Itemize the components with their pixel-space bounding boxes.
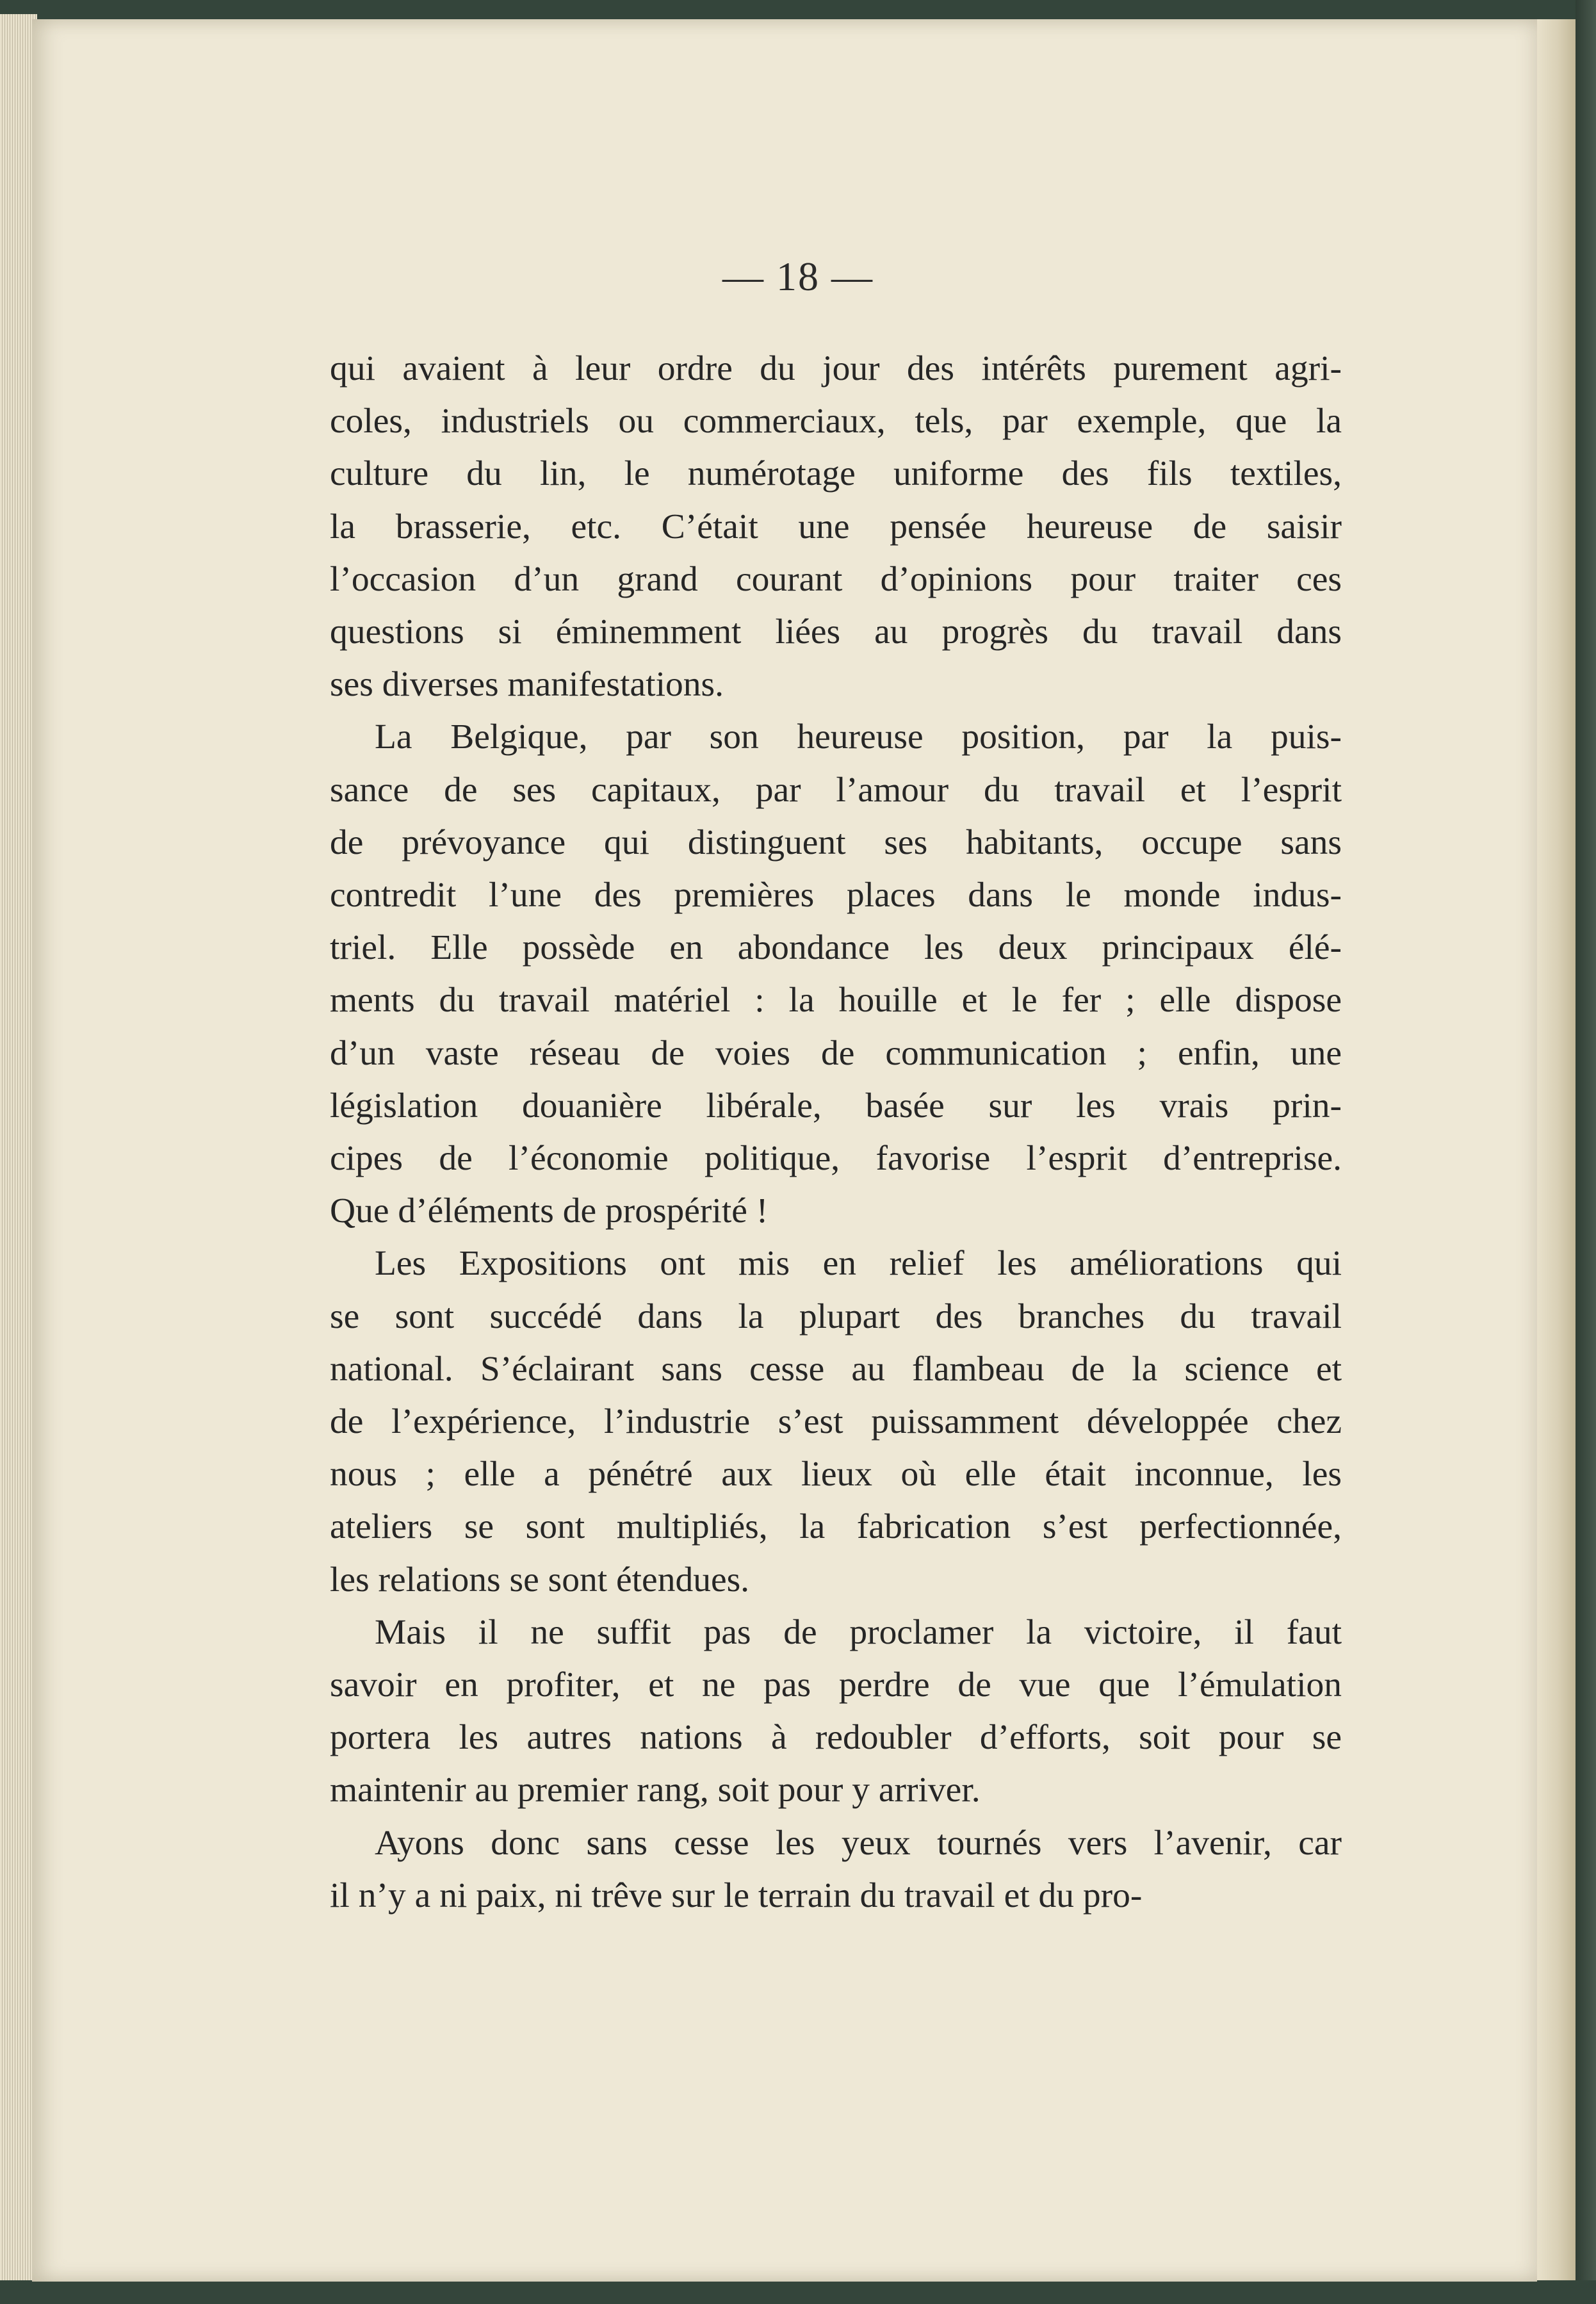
text-line: coles, industriels ou commerciaux, tels, par exemple, que la — [330, 402, 1342, 441]
paragraph — [330, 343, 1342, 711]
text-line: portera les autres nations à redoubler d’efforts, soit pour se — [330, 1718, 1342, 1758]
text-line: Les Expositions ont mis en relief les améliorations qui — [375, 1244, 1342, 1284]
paragraph — [330, 1606, 1342, 1817]
text-line: sance de ses capitaux, par l’amour du travail et l’esprit — [330, 770, 1342, 810]
text-line: se sont succédé dans la plupart des branches du travail — [330, 1296, 1342, 1336]
text-line: Que d’éléments de prospérité ! — [330, 1191, 769, 1231]
book-cover-right-edge — [1576, 0, 1596, 2304]
text-line: de l’expérience, l’industrie s’est puissamment développée chez — [330, 1402, 1342, 1442]
text-line: savoir en profiter, et ne pas perdre de vue que l’émulation — [330, 1665, 1342, 1705]
paragraph — [330, 1238, 1342, 1606]
text-line: cipes de l’économie politique, favorise l’esprit d’entreprise. — [330, 1139, 1342, 1179]
text-line: ments du travail matériel : la houille et le fer ; elle dispose — [330, 981, 1342, 1020]
body-text — [330, 343, 1342, 1922]
text-line: national. S’éclairant sans cesse au flambeau de la science et — [330, 1349, 1342, 1389]
text-line: ateliers se sont multipliés, la fabrication s’est perfectionnée, — [330, 1507, 1342, 1547]
text-line: la brasserie, etc. C’était une pensée heureuse de saisir — [330, 507, 1342, 546]
text-line: Mais il ne suffit pas de proclamer la victoire, il faut — [375, 1612, 1342, 1652]
book-cover-bottom-edge — [0, 2280, 1596, 2304]
text-line: qui avaient à leur ordre du jour des intérêts purement agri- — [330, 349, 1342, 388]
page-number: — 18 — — [722, 254, 874, 299]
text-line: il n’y a ni paix, ni trêve sur le terrain du travail et du pro- — [330, 1875, 1143, 1915]
text-line: questions si éminemment liées au progrès du travail dans — [330, 612, 1342, 652]
page-stack-right-edge — [1532, 19, 1576, 2280]
text-line: triel. Elle possède en abondance les deux principaux élé- — [330, 928, 1342, 968]
text-line: ses diverses manifestations. — [330, 665, 724, 705]
text-line: culture du lin, le numérotage uniforme des fils textiles, — [330, 454, 1342, 494]
text-line: maintenir au premier rang, soit pour y arriver. — [330, 1770, 981, 1810]
text-line: de prévoyance qui distinguent ses habitants, occupe sans — [330, 822, 1342, 862]
book-cover-top-edge — [0, 0, 1596, 19]
text-line: les relations se sont étendues. — [330, 1560, 750, 1599]
paragraph — [330, 711, 1342, 1238]
text-line: l’occasion d’un grand courant d’opinions pour traiter ces — [330, 559, 1342, 599]
text-line: nous ; elle a pénétré aux lieux où elle était inconnue, les — [330, 1455, 1342, 1494]
text-line: législation douanière libérale, basée sur les vrais prin- — [330, 1086, 1342, 1125]
paragraph — [330, 1817, 1342, 1922]
text-line: contredit l’une des premières places dans le monde indus- — [330, 876, 1342, 915]
text-line: d’un vaste réseau de voies de communication ; enfin, une — [330, 1033, 1342, 1073]
text-line: Ayons donc sans cesse les yeux tournés vers l’avenir, car — [375, 1823, 1342, 1863]
text-line: La Belgique, par son heureuse position, par la puis- — [375, 717, 1342, 757]
